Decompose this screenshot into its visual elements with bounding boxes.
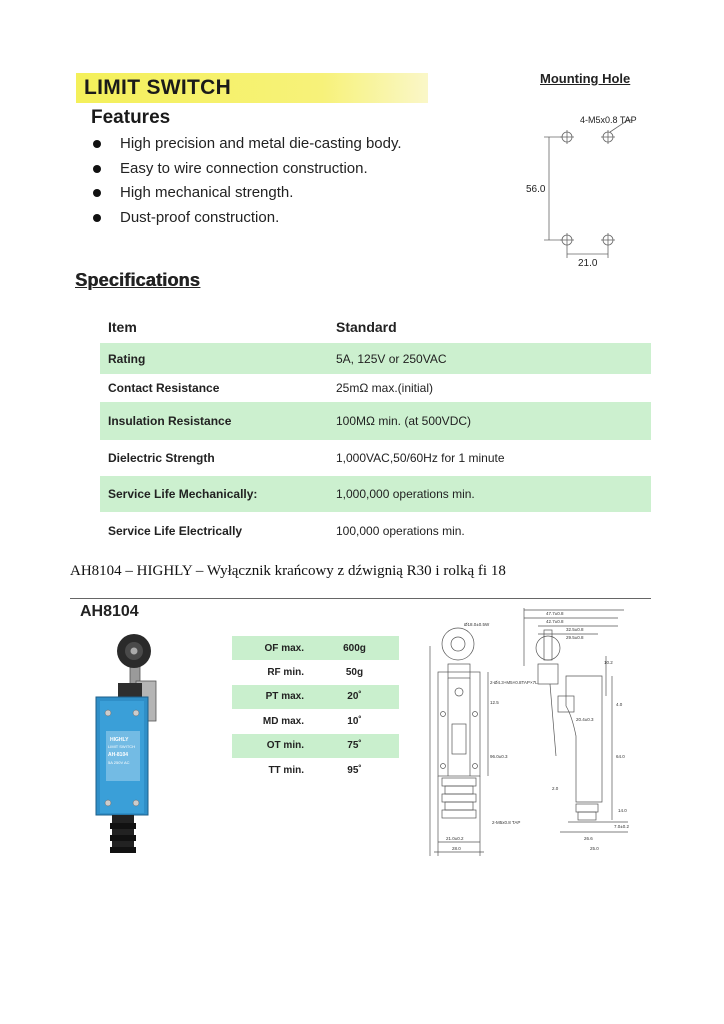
spec-value: 25mΩ max.(initial) xyxy=(336,381,433,395)
spec-item: Service Life Mechanically: xyxy=(108,487,258,501)
dim-label: 32.5±0.8 xyxy=(566,627,584,632)
spec-item: Dielectric Strength xyxy=(108,451,215,465)
dim-label: 10.2 xyxy=(604,660,613,665)
spec-value: 100MΩ min. (at 500VDC) xyxy=(336,414,472,428)
screw-icon xyxy=(105,800,111,806)
dim-label: 64.0 xyxy=(616,754,625,759)
feature-item xyxy=(93,207,453,232)
table-row xyxy=(232,685,399,709)
table-row xyxy=(100,476,651,512)
dim-label: 96.0±0.3 xyxy=(490,754,508,759)
specifications-table xyxy=(100,311,651,550)
photo-line2: LIMIT SWITCH xyxy=(108,744,136,749)
spec-value: 5A, 125V or 250VAC xyxy=(336,351,447,366)
table-row xyxy=(232,758,399,782)
feature-text: Easy to wire connection construction. xyxy=(120,159,368,177)
bullet-icon xyxy=(93,140,101,148)
param-name: PT max. xyxy=(265,691,304,703)
table-row xyxy=(100,440,651,476)
product-model: AH8104 xyxy=(80,603,139,620)
dim-label: 4.0 xyxy=(616,702,623,707)
feature-item xyxy=(93,158,453,183)
features-heading: Features xyxy=(91,107,171,128)
param-value: 50g xyxy=(345,667,364,679)
feature-text: Dust-proof construction. xyxy=(120,208,280,226)
param-value: 600g xyxy=(343,642,366,654)
param-name: RF min. xyxy=(267,667,304,679)
dim-label: 26.6 xyxy=(584,836,593,841)
technical-drawing xyxy=(428,606,654,858)
param-name: OF max. xyxy=(264,642,304,654)
photo-brand: HIGHLY xyxy=(110,737,129,743)
param-name: OT min. xyxy=(266,740,304,752)
feature-text: High mechanical strength. xyxy=(120,184,294,201)
spec-item: Service Life Electrically xyxy=(108,524,243,538)
dim-label: 2.0 xyxy=(552,786,559,791)
table-row xyxy=(232,709,399,733)
dim-label: 29.5±0.8 xyxy=(566,635,584,640)
dim-label: 25.0 xyxy=(590,846,599,851)
page-title: LIMIT SWITCH xyxy=(84,76,232,99)
table-row xyxy=(100,402,651,440)
dim-label: 12.5 xyxy=(490,700,499,705)
dim-label: 2-Ø4.3+M5×0.8TAP×7L xyxy=(490,680,538,685)
mounting-hole-title: Mounting Hole xyxy=(540,71,631,86)
dim-label: 21.0±0.2 xyxy=(446,836,464,841)
mounting-hole-diagram xyxy=(522,110,662,270)
param-value: 10˚ xyxy=(347,715,362,727)
bullet-icon xyxy=(93,214,101,222)
width-dimension: 21.0 xyxy=(578,258,598,269)
column-header-standard: Standard xyxy=(336,319,397,335)
table-row xyxy=(232,636,399,660)
table-row xyxy=(232,660,399,684)
param-value: 75˚ xyxy=(347,740,362,752)
table-header-row xyxy=(100,311,651,343)
table-row xyxy=(232,734,399,758)
spec-item: Contact Resistance xyxy=(108,381,220,395)
spec-item: Rating xyxy=(108,351,146,366)
column-header-item: Item xyxy=(108,319,137,335)
param-value: 95˚ xyxy=(347,764,362,776)
tap-label: 4-M5x0.8 TAP xyxy=(580,115,637,125)
dim-label: Ø18.0±0.5W xyxy=(464,622,490,627)
param-name: MD max. xyxy=(262,715,304,727)
table-row xyxy=(100,343,651,374)
bullet-icon xyxy=(93,165,101,173)
param-name: TT min. xyxy=(268,764,304,776)
spec-item: Insulation Resistance xyxy=(108,414,232,428)
dim-label: 7.0±0.2 xyxy=(614,824,629,829)
parameter-table xyxy=(232,636,399,782)
photo-rating: 5A 250V AC xyxy=(108,760,130,765)
dim-label: 42.7±0.8 xyxy=(546,619,564,624)
spec-value: 1,000,000 operations min. xyxy=(336,487,475,501)
feature-item xyxy=(93,133,453,158)
dim-label: 20.4±0.3 xyxy=(576,717,594,722)
height-dimension: 56.0 xyxy=(526,184,546,195)
dim-label: 47.7±0.8 xyxy=(546,611,564,616)
dim-label: 2-M5x0.8 TAP xyxy=(492,820,521,825)
feature-text: High precision and metal die-casting body. xyxy=(120,135,402,152)
dim-label: 28.0 xyxy=(452,846,461,851)
param-value: 20˚ xyxy=(347,691,362,703)
dim-label: 14.0 xyxy=(618,808,627,813)
spec-value: 1,000VAC,50/60Hz for 1 minute xyxy=(336,451,505,465)
feature-item xyxy=(93,182,453,207)
bullet-icon xyxy=(93,189,101,197)
features-list xyxy=(93,133,453,231)
table-row xyxy=(100,374,651,402)
product-photo xyxy=(88,625,180,865)
screw-icon xyxy=(105,710,111,716)
section-divider xyxy=(70,598,651,599)
specifications-heading: Specifications xyxy=(75,270,200,290)
product-caption: AH8104 – HIGHLY – Wyłącznik krańcowy z dźwignią R30 i rolką fi 18 xyxy=(70,563,506,579)
screw-icon xyxy=(133,800,139,806)
screw-icon xyxy=(133,710,139,716)
photo-model: AH-8104 xyxy=(108,752,129,758)
table-row xyxy=(100,512,651,550)
spec-value: 100,000 operations min. xyxy=(336,524,465,538)
